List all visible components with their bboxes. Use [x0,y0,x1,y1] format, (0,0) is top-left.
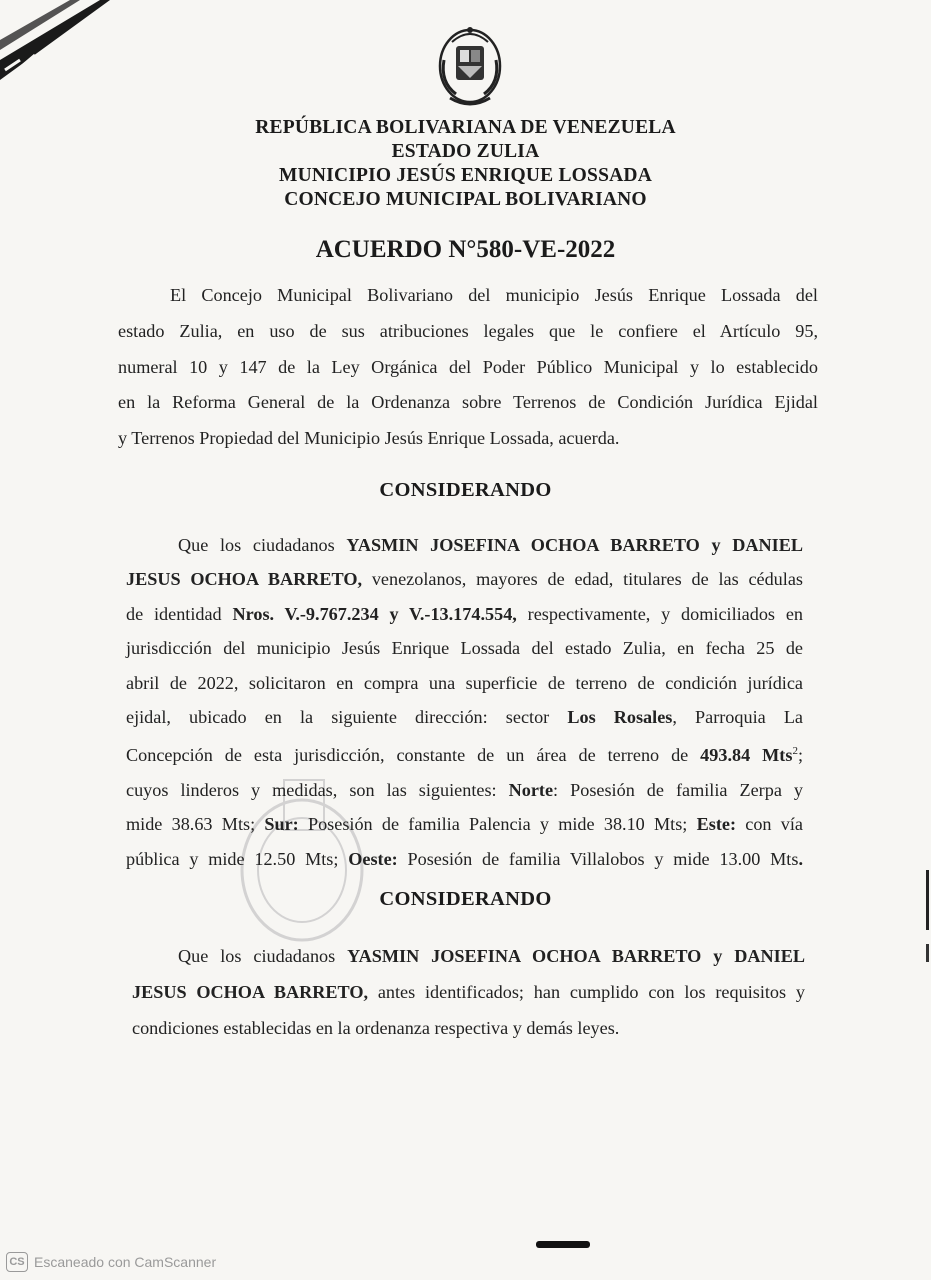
scanner-watermark [6,1252,216,1272]
header-republic: REPÚBLICA BOLIVARIANA DE VENEZUELA [255,117,676,138]
para-line: pública y mide 12.50 Mts; Oeste: Posesión de familia Villalobos y mide 13.00 Mts. [126,848,803,869]
para-line: Que los ciudadanos YASMIN JOSEFINA OCHOA BARRETO y DANIEL [178,535,804,555]
para-line: Que los ciudadanos YASMIN JOSEFINA OCHOA BARRETO y DANIEL [178,946,806,966]
considerando-paragraph-2 [132,939,805,1046]
header-municipality: MUNICIPIO JESÚS ENRIQUE LOSSADA [279,165,652,186]
para-line: ejidal, ubicado en la siguiente dirección: sector Los Rosales, Parroquia La [126,707,804,728]
para-line: Concepción de esta jurisdicción, constante de un área de terreno de 493.84 Mts$^2$; [126,745,803,766]
para-line: JESUS OCHOA BARRETO, antes identificados; han cumplido con los requisitos y [132,981,805,1002]
scan-bottom-mark [536,1241,590,1248]
scanner-watermark-text: Escaneado con CamScanner [34,1254,217,1270]
intro-paragraph [118,278,818,457]
para-line: abril de 2022, solicitaron en compra una superficie de terreno de condición jurídica [126,672,803,693]
para-line: cuyos linderos y medidas, son las siguientes: Norte: Posesión de familia Zerpa y [126,779,803,800]
para-line: mide 38.63 Mts; Sur: Posesión de familia Palencia y mide 38.10 Mts; Este: con vía [126,814,803,835]
header-council: CONCEJO MUNICIPAL BOLIVARIANO [284,189,647,210]
camscanner-logo-icon: CS [6,1252,28,1272]
para-line: jurisdicción del municipio Jesús Enrique Lossada del estado Zulia, en fecha 25 de [126,638,803,659]
intro-line: y Terrenos Propiedad del Municipio Jesús Enrique Lossada, acuerda. [118,428,620,449]
intro-line: en la Reforma General de la Ordenanza sobre Terrenos de Condición Jurídica Ejidal [118,392,818,413]
intro-line: estado Zulia, en uso de sus atribuciones legales que le confiere el Artículo 95, [118,320,818,341]
scan-edge-mark [926,944,929,962]
para-line: condiciones establecidas en la ordenanza respectiva y demás leyes. [132,1017,620,1038]
para-line: de identidad Nros. V.-9.767.234 y V.-13.174.554, respectivamente, y domiciliados en [126,603,803,624]
document-title: ACUERDO N°580-VE-2022 [315,236,616,263]
para-line: JESUS OCHOA BARRETO, venezolanos, mayores de edad, titulares de las cédulas [126,569,803,590]
considerando-heading-1: CONSIDERANDO [379,479,552,501]
coat-of-arms-emblem [432,20,508,112]
intro-line: El Concejo Municipal Bolivariano del municipio Jesús Enrique Lossada del [170,285,818,305]
considerando-heading-2: CONSIDERANDO [379,888,552,910]
scan-artifact-corner [0,0,110,90]
considerando-paragraph-1 [126,528,803,876]
scan-edge-mark [926,870,929,930]
header-state: ESTADO ZULIA [391,141,540,162]
intro-line: numeral 10 y 147 de la Ley Orgánica del Poder Público Municipal y lo establecido [118,356,818,377]
document-header [0,116,931,212]
